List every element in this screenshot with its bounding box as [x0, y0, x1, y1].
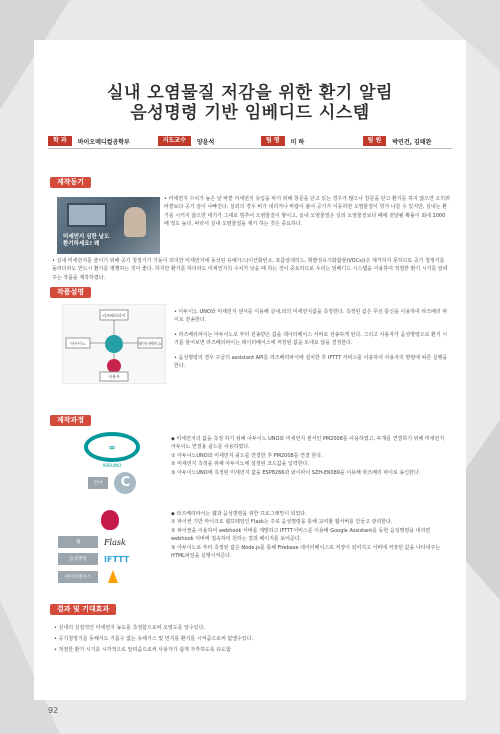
process-b-logos [58, 510, 162, 583]
process-a-item-4: ③ 아두이노UNO에 측정된 미세먼지 값을 ESP8266과 와이파이 SZH-EK089을 이용해 라즈베리 파이로 송신한다. [171, 469, 421, 476]
process-a-item-3: ② 미세먼지 측정을 위해 아두이노에 설정된 코드값을 입력한다. [171, 461, 309, 468]
lang-tag: 언어 [88, 477, 109, 489]
result-item-1: • 실내의 실질적인 미세먼지 농도를 측정함으로써 오염도를 알수있다. [54, 625, 205, 631]
process-a-logos [62, 432, 162, 502]
result-item-2: • 공기청정기를 동해서도 거름수 없는 유해가스 및 먼지를 환기를 시켜줌으로써 없앨수있다. [54, 636, 254, 642]
description-item-1: • 아두이노 UNO와 미세먼지 센서를 이용해 실내,외의 미세먼지값을 측정한다. 측정된 값은 무선 통신을 이용하여 라즈베리 파이로 전송한다. [174, 309, 448, 324]
process-a-text [171, 435, 450, 477]
image-caption [63, 234, 109, 248]
diagram-label-bottom: 사용자 [108, 374, 120, 379]
process-b-item-1: ◆ 라즈베리파이는 웹과 음성명령을 위한 프로그래밍이 되었다. [171, 511, 307, 517]
image-caption-line2: 환기하세요! 왜 [63, 241, 100, 247]
hand-graphic [124, 207, 146, 237]
advisor-tag: 지도교수 [158, 136, 191, 146]
process-b-item-4: ③ 아두이노로 부터 측정된 값은 Node.js를 통해 Firebase 데이터베이스로 저장이 되어지고 서버에 저장된 값을 나타내주는 HTML파일을 실행시켜준다. [171, 544, 441, 560]
advisor-value: 양윤석 [196, 138, 215, 146]
section-process-title: 제작과정 [50, 415, 91, 426]
diagram-label-left: 아두이노 [70, 341, 86, 346]
poster-page [34, 40, 466, 700]
members-value: 박민건, 김태완 [392, 138, 432, 146]
dept-value: 바이오메디컬공학부 [77, 138, 130, 146]
motivation-text-2: • 실내 미세먼지를 줄이기 위해 공기 청정기가 가동이 되지만 미세먼지에 동석된 유해가스(이산화탄소, 포름알데히드, 휘발성유기화합물(VOCs))은 제거하지 못하므로 공기 청정기를 돌리더라도 반드시 환기를 병행하는 것이 좋다. 하지만 환기를 하더라도 미세먼지의 수치가 낮을 때 하는 것이 중요하므로 우리는 임베디드 시스템을 이용하여 적절한 환기 시기를 알려주는 작품을 제작하였다. [52, 258, 448, 281]
section-description-title: 작품설명 [50, 287, 91, 298]
diagram-label-right: 데이터베이스 [138, 341, 162, 346]
diagram-label-top: 라즈베리파이 [102, 313, 126, 318]
db-tag: 데이터베이스 [58, 571, 98, 583]
section-motivation-title: 제작동기 [50, 177, 91, 188]
motivation-text: • 미세먼지 수치가 높은 날 바깥 미세먼지 유입을 막기 위해 창문을 닫고 있는 경우가 많으나 창문을 닫고 환기를 하지 않으면 오히려 바깥보다 공기 질이 나빠진다. 실외의 경우 비가 내리거나 바람이 불어 공기가 이동하면 오염물질이 빙겨 나갈 수 있지만, 실내는 환기를 시키지 않으면 대기가 그대로 멈추어 오염물질이 쌓이고, 실내 오염물질은 실외 오염물질보다 폐에 전달될 확률이 최대 1000배 정도 높다. 따라서 실내 오염물질을 제거 하는 것은 중요하다. [164, 196, 450, 228]
raspberry-pi-icon [101, 510, 119, 530]
web-tag: 웹 [58, 536, 98, 548]
description-list [174, 308, 450, 370]
process-a-item-2: ① 아두이노UNO와 미세먼지 쉴드를 연결한 후 PM2008를 연결 한다. [171, 452, 323, 459]
team-info-bar [48, 135, 452, 147]
poster-title-line1: 실내 오염물질 저감을 위한 환기 알림 [107, 83, 393, 103]
members-tag: 팀 원 [363, 136, 387, 146]
motivation-image [57, 197, 160, 254]
process-b-text [171, 510, 450, 560]
c-language-icon: C [114, 472, 136, 494]
section-result-title: 결과 및 기대효과 [50, 604, 116, 615]
image-caption-line1: 미세먼지 심한 날도 [63, 234, 110, 240]
process-b-item-3: ② 파이썬을 이용하여 webhook 서버를 개발하고 IFTTT서비스를 이용해 Google Assistant를 동한 음성명령을 내리면 webhook 서버에 접속하여 원하는 결과 페이지를 보여준다. [171, 527, 431, 543]
window-graphic [67, 203, 107, 227]
process-b-item-2: ① 파이썬 기반 마이크로 웹프레임인 Flask는 주로 음성명령을 통해 교여할 웹서버를 만들고 관리한다. [171, 519, 393, 526]
process-a-item-1: ◆ 미세먼지의 값을 측정 하기 위해 아두이노 UNO와 미세먼지 센서인 PM2008를 사용하였고, 두개를 연결하기 위해 미세먼지 아두이노 연결용 쉴드를 사용하였다. [171, 436, 445, 451]
arduino-logo-text: ARDUINO [102, 463, 122, 468]
team-tag: 팀 명 [261, 136, 285, 146]
arduino-logo-icon: ∞ [84, 432, 140, 462]
firebase-icon [108, 570, 118, 583]
dept-tag: 학 과 [48, 136, 72, 146]
info-divider [48, 148, 452, 149]
description-item-2: • 라즈베리파이는 아두이노로 부터 전송받은 값을 데이터베이스 서버로 전송하게 된다. 그리고 사용자가 음성명령으로 환기 시기를 물어보면 라즈베리파이는 데이터베이스에 저장된 값을 토대로 답을 결정한다. [174, 331, 448, 347]
ifttt-logo: IFTTT [104, 554, 130, 564]
flask-logo: Flask [104, 537, 126, 547]
result-item-3: • 적절한 환기 시기를 시각적으로 알려줌으로써 사용자가 쉽게 자각하도록 유도함 [54, 647, 231, 653]
poster-title-line2: 음성명령 기반 임베디드 시스템 [130, 103, 370, 123]
system-diagram [62, 304, 166, 384]
team-value: 미 하 [290, 138, 305, 146]
description-item-3: • 음성명령의 경우 구글의 assistant API를 라즈베리파이에 설치한 후 IFTTT 서비스를 이용하여 사용자의 명령에 따른 실행을 한다. [174, 354, 448, 370]
voice-tag: 음성명령 [58, 553, 98, 565]
page-number: 92 [48, 706, 59, 715]
result-list [54, 623, 450, 656]
